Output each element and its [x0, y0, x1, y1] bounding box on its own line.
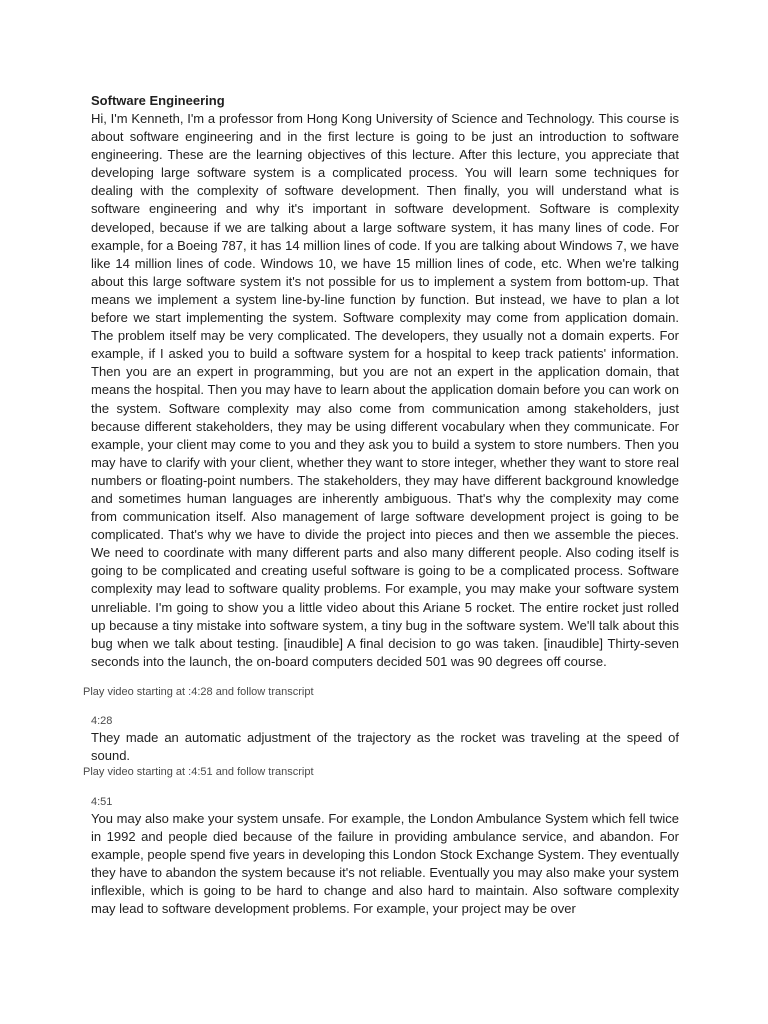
play-video-link-1[interactable]: Play video starting at :4:28 and follow transcript	[83, 686, 314, 698]
transcript-paragraph-3: You may also make your system unsafe. For example, the London Ambulance System which fell twice in 1992 and people died because of the failure in providing ambulance service, and abandon. For example, people spend five years in developing this London Stock Exchange System. They eventually they have to abandon the system because it's not reliable. Eventually you may also make your system inflexible, which is going to be hard to change and also hard to maintain. Also software complexity may lead to software development problems. For example, your project may be over	[91, 811, 679, 917]
timestamp-2: 4:51	[91, 796, 113, 808]
transcript-paragraph-1: Hi, I'm Kenneth, I'm a professor from Hong Kong University of Science and Technology. This course is about software engineering and in the first lecture is going to be just an introduction to software engineering. These are the learning objectives of this lecture. After this lecture, you appreciate that developing large software system is a complicated process. You will learn some techniques for dealing with the complexity of software development. Then finally, you will understand what is software engineering and why it's important in software development. Software is complexity developed, because if we are talking about a large software system, it has many lines of code. For example, for a Boeing 787, it has 14 million lines of code. If you are talking about Windows 7, we have like 14 million lines of code. Windows 10, we have 15 million lines of code, etc. When we're talking about this large software system it's not possible for us to implement a system from bottom-up. That means we implement a system line-by-line function by function. But instead, we have to plan a lot before we start implementing the system. Software complexity may come from application domain. The problem itself may be very complicated. The developers, they usually not a domain experts. For example, if I asked you to build a software system for a hospital to keep track patients' information. Then you are an expert in programming, but you are not an expert in the application domain, that means the hospital. Then you may have to learn about the application domain before you can work on the system. Software complexity may also come from communication among stakeholders, just because different stakeholders, they may be using different vocabulary when they communicate. For example, your client may come to you and they ask you to build a system to store numbers. Then you may have to clarify with your client, whether they want to store integer, whether they want to store real numbers or floating-point numbers. The stakeholders, they may have different background knowledge and sometimes human languages are inherently ambiguous. That's why the complexity may come from communication itself. Also management of large software development project is going to be complicated. That's why we have to divide the project into pieces and then we assemble the pieces. We need to coordinate with many different parts and also many different people. Also coding itself is going to be complicated and creating useful software is going to be a complicated process. Software complexity may lead to software quality problems. For example, you may make your software system unreliable. I'm going to show you a little video about this Ariane 5 rocket. The entire rocket just rolled up because a tiny mistake into software system, a tiny bug in the software system. We'll talk about this bug when we talk about testing. [inaudible] A final decision to go was taken. [inaudible] Thirty-seven seconds into the launch, the on-board computers decided 501 was 90 degrees off course.	[91, 111, 679, 669]
transcript-paragraph-2: They made an automatic adjustment of the trajectory as the rocket was traveling at the speed of sound.	[91, 730, 679, 764]
document-title: Software Engineering	[91, 93, 225, 108]
timestamp-1: 4:28	[91, 715, 113, 727]
play-video-link-2[interactable]: Play video starting at :4:51 and follow transcript	[83, 766, 314, 778]
